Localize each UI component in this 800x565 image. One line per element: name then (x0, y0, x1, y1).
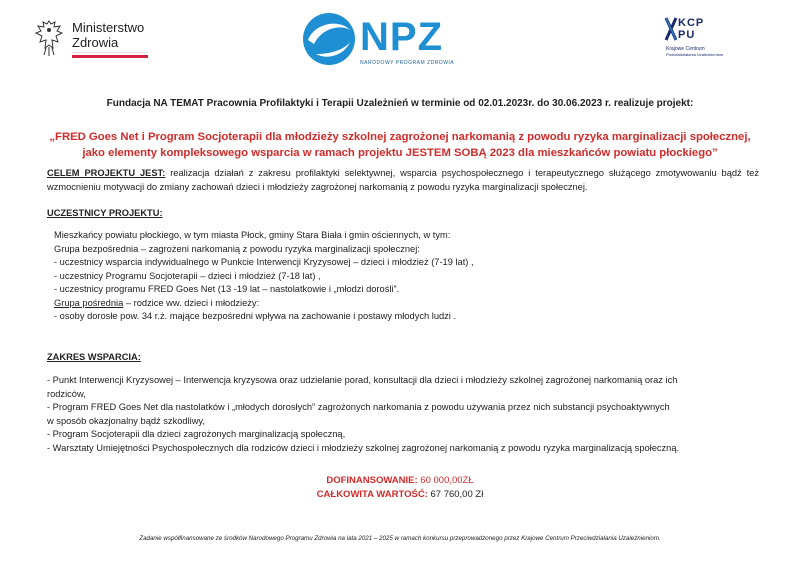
participants-heading: UCZESTNICY PROJEKTU: (47, 208, 163, 218)
goal-text: realizacja działań z zakresu profilaktyki selektywnej, wsparcia psychospołecznego i terapeutycznego służącego zmotywowaniu bądź też wzmocnieniu motywacji do zmiany zachowań dzieci i młodzieży zagrożonej narkomanią z powodu ryzyka marginalizacji społecznej. (47, 168, 759, 192)
participants-line: Mieszkańcy powiatu płockiego, w tym miasta Płock, gminy Stara Biała i gmin ościennych, w tym: (54, 230, 451, 240)
funding-value: 60 000,00ZŁ (417, 475, 474, 486)
ministry-name-line2: Zdrowia (72, 35, 119, 50)
npz-logo-subtitle: NARODOWY PROGRAM ZDROWIA (360, 60, 455, 66)
support-list (47, 374, 762, 455)
indirect-group-text: – rodzice ww. dzieci i młodzieży: (123, 297, 260, 308)
participants-list (54, 229, 754, 324)
kcpu-logo (664, 16, 724, 62)
total-value: 67 760,00 Zł (427, 489, 484, 500)
participants-line: - uczestnicy programu FRED Goes Net (13 -19 lat – nastolatkowie i „młodzi dorośli”. (54, 284, 400, 294)
project-title-line2: jako elementy kompleksowego wsparcia w ramach projektu JESTEM SOBĄ 2023 dla mieszkańców powiatu płockiego” (82, 147, 718, 159)
funding-block (0, 474, 800, 502)
eagle-emblem-icon (34, 18, 64, 58)
support-heading: ZAKRES WSPARCIA: (47, 352, 141, 362)
intro-text: Fundacja NA TEMAT Pracownia Profilaktyki i Terapii Uzależnień w terminie od 02.01.2023r. do 30.06.2023 r. realizuje projekt: (106, 98, 694, 109)
support-line: w sposób okazjonalny bądź szkodliwy, (47, 415, 205, 426)
project-goal (47, 167, 759, 194)
kcpu-logo-top: KCP (678, 17, 705, 29)
kcpu-cross-icon (664, 16, 678, 42)
funding-line (0, 474, 800, 488)
participants-line: - osoby dorosłe pow. 34 r.ż. mające bezpośredni wpływa na zachowanie i postawy młodych ludzi . (54, 311, 457, 321)
npz-logo-text: NPZ (360, 15, 443, 59)
indirect-group-line (54, 297, 754, 311)
total-value-line (0, 488, 800, 502)
kcpu-subtitle-1: Krajowe Centrum (666, 46, 705, 52)
npz-logo (300, 10, 460, 70)
ministry-of-health-logo (34, 16, 154, 62)
support-line: - Program FRED Goes Net dla nastolatków i „młodych dorosłych” zagrożonych narkomania z powodu używania przez nich substancji psychoaktywnych (47, 402, 670, 412)
participants-line: - uczestnicy Programu Socjoterapii – dzieci i młodzież (7-18 lat) , (54, 270, 321, 281)
participants-line: Grupa bezpośrednia – zagrożeni narkomanią z powodu ryzyka marginalizacji społecznej: (54, 243, 420, 254)
participants-line: - uczestnicy wsparcia indywidualnego w Punkcie Interwencji Kryzysowej – dzieci i młodzież (7-19 lat) , (54, 257, 474, 267)
funding-label: DOFINANSOWANIE: (326, 475, 418, 486)
npz-swirl-icon (300, 10, 358, 68)
support-line: - Program Socjoterapii dla dzieci zagrożonych marginalizacją społeczną, (47, 429, 346, 439)
flag-bar (72, 52, 148, 57)
support-line: rodziców, (47, 388, 86, 399)
indirect-group-label: Grupa pośrednia (54, 297, 124, 308)
total-value-label: CAŁKOWITA WARTOŚĆ: (316, 489, 428, 500)
project-title-line1: „FRED Goes Net i Program Socjoterapii dla młodzieży szkolnej zagrożonej narkomanią z powodu ryzyka marginalizacji społecznej, (49, 131, 751, 143)
footer-note: Zadanie współfinansowane ze środków Narodowego Programu Zdrowia na lata 2021 – 2025 w ramach konkursu przeprowadzonego przez Krajowe Centrum Przeciwdziałania Uzależnieniom. (139, 535, 661, 542)
kcpu-logo-bottom: PU (678, 29, 696, 41)
ministry-name-line1: Ministerstwo (72, 20, 145, 35)
project-title (40, 129, 760, 161)
support-line: - Punkt Interwencji Kryzysowej – Interwencja kryzysowa oraz udzielanie porad, konsultacji dla dzieci i młodzieży szkolnej zagrożonej narkomanią oraz ich (47, 375, 678, 385)
support-line: - Warsztaty Umiejętności Psychospołecznych dla rodziców dzieci i młodzieży szkolnej zagrożonej narkomanią z powodu ryzyka marginalizacją społeczną. (47, 442, 680, 453)
kcpu-subtitle-2: Przeciwdziałania Uzależnieniom (666, 52, 724, 57)
goal-label: CELEM PROJEKTU JEST: (47, 168, 166, 178)
